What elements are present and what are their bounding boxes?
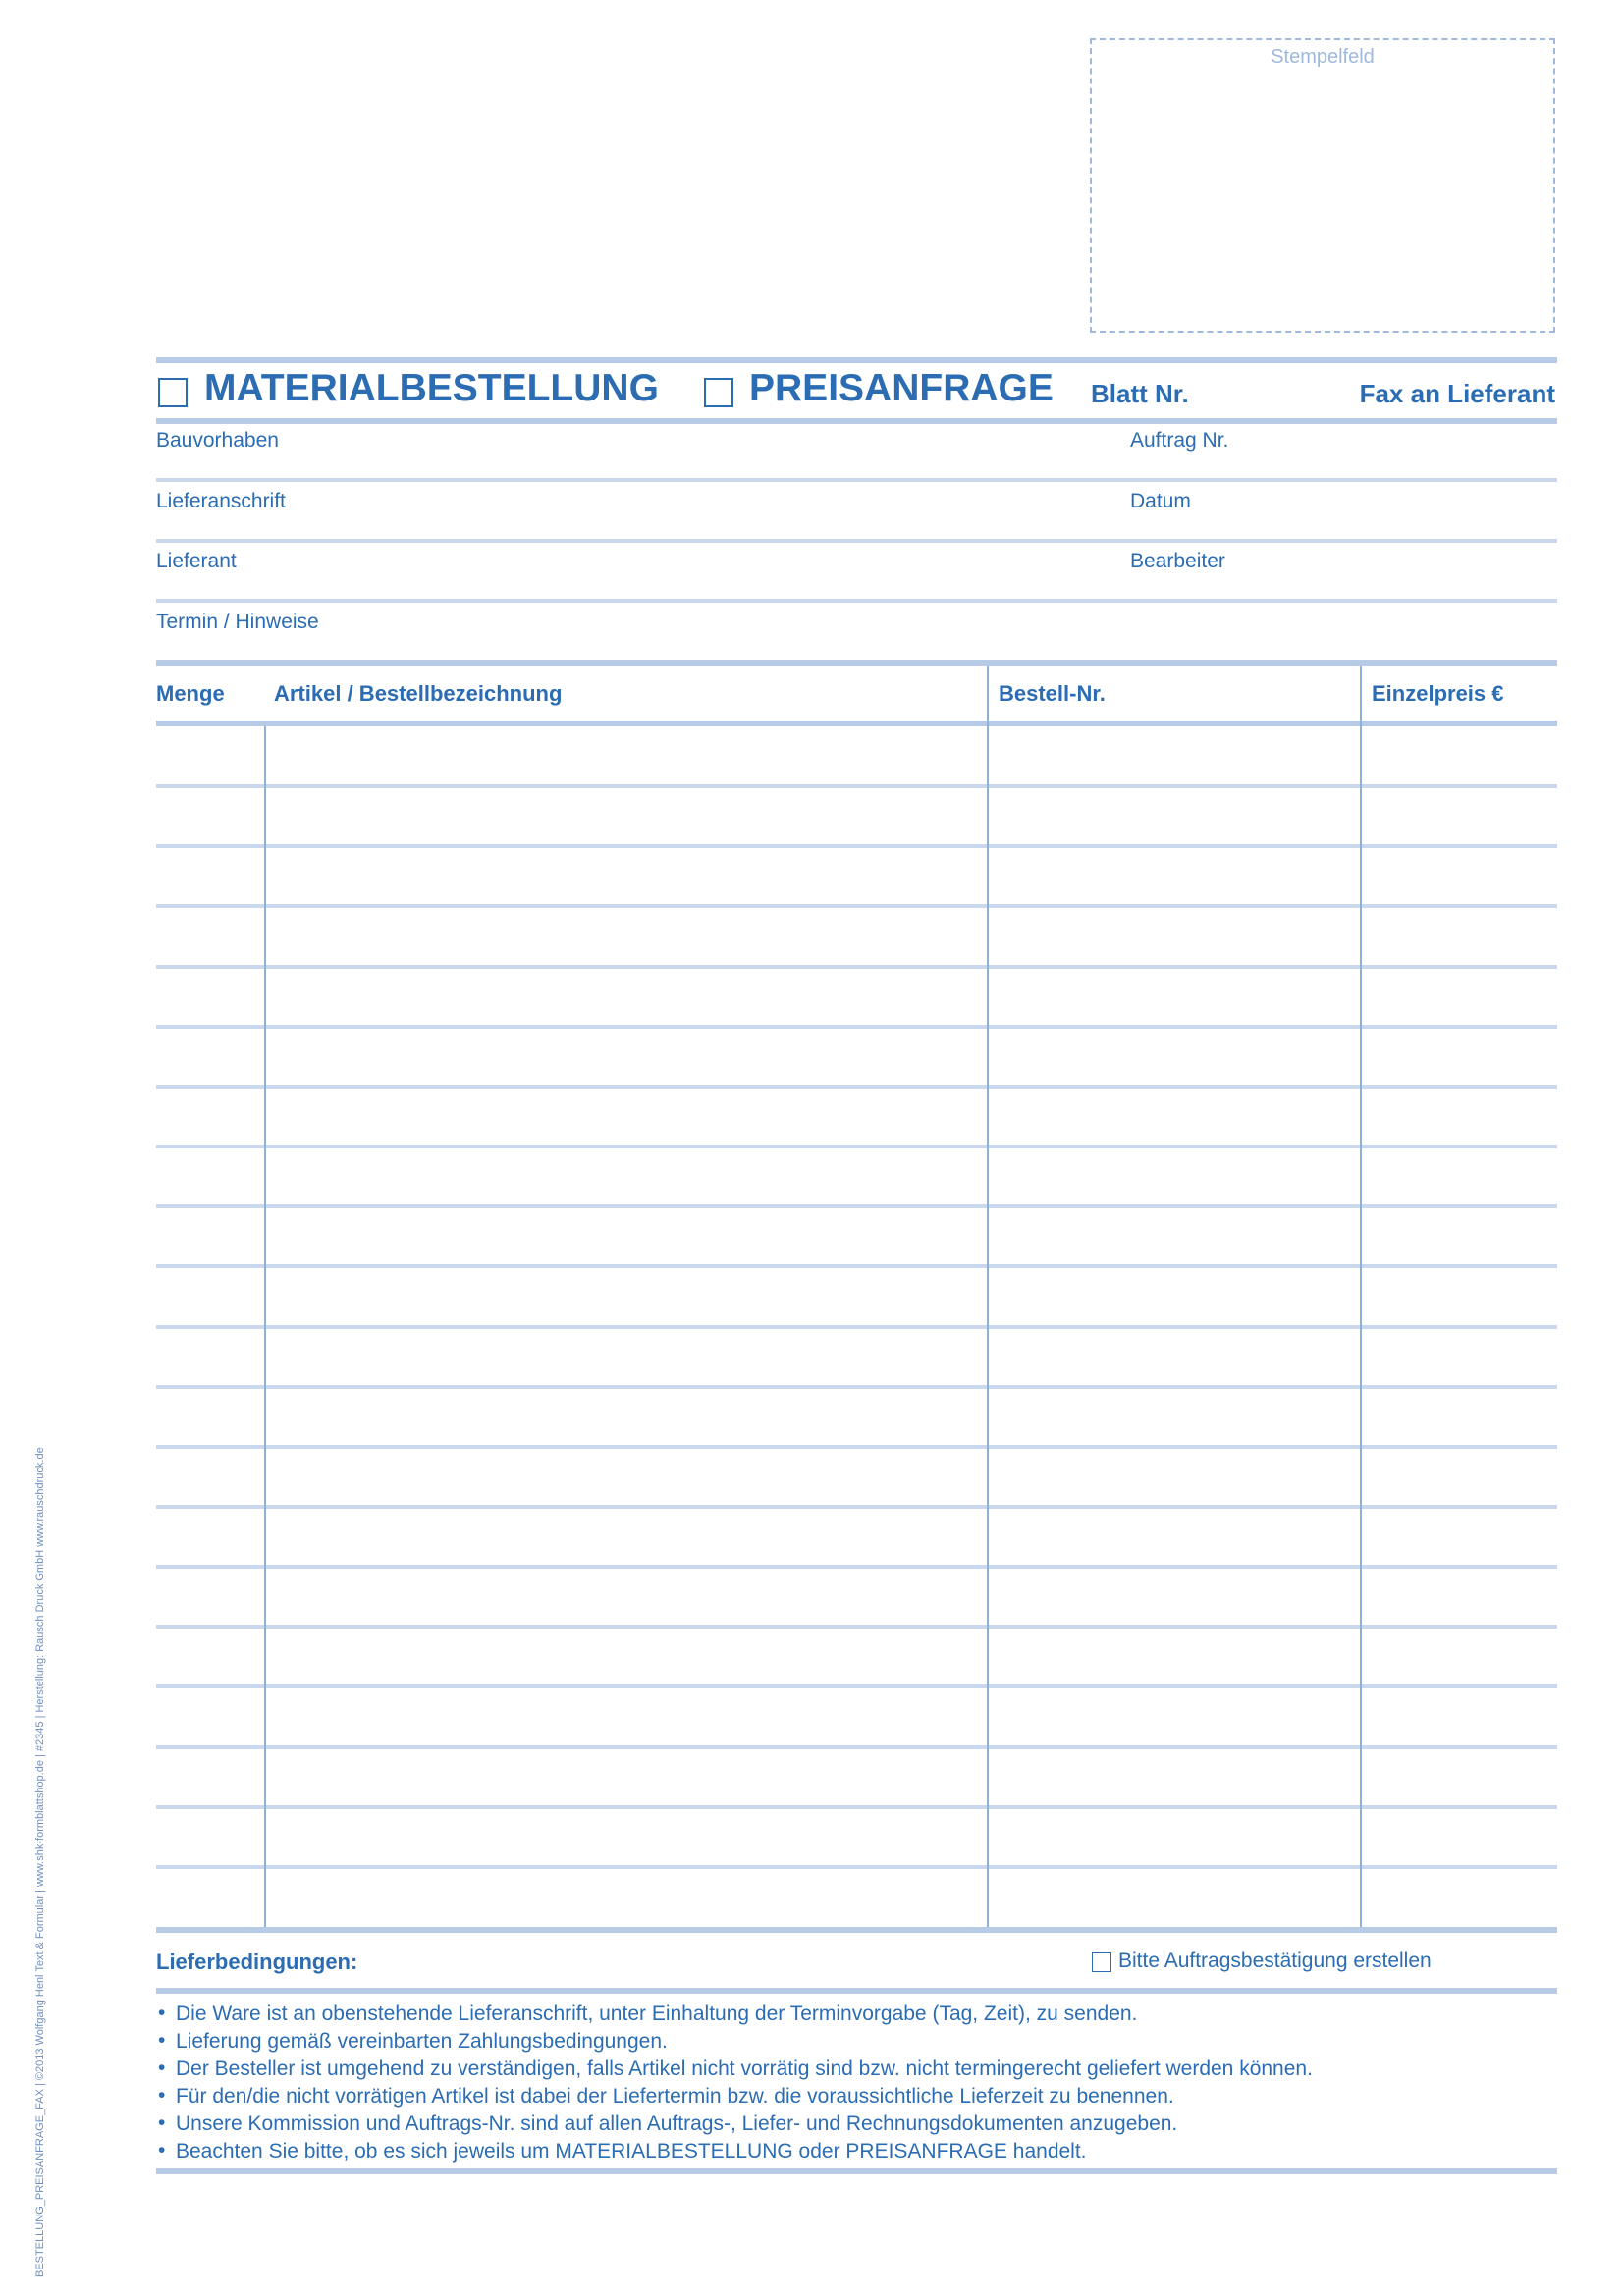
table-row-line[interactable] xyxy=(156,1385,1557,1389)
table-row-line[interactable] xyxy=(156,965,1557,969)
col-head-bestell-nr: Bestell-Nr. xyxy=(999,681,1106,706)
table-row-line[interactable] xyxy=(156,1445,1557,1449)
table-row-line[interactable] xyxy=(156,1505,1557,1509)
material-title: MATERIALBESTELLUNG xyxy=(204,367,659,409)
table-bottom-rule xyxy=(156,1927,1557,1933)
terms-item: • Für den/die nicht vorrätigen Artikel ist dabei der Liefertermin bzw. die voraussichtliche Lieferzeit zu benennen. xyxy=(156,2083,1313,2110)
table-row-line[interactable] xyxy=(156,784,1557,788)
datum-label: Datum xyxy=(1130,490,1191,512)
conditions-rule xyxy=(156,1988,1557,1994)
table-row-line[interactable] xyxy=(156,844,1557,848)
table-row-line[interactable] xyxy=(156,904,1557,908)
table-row-line[interactable] xyxy=(156,1684,1557,1688)
table-row-line[interactable] xyxy=(156,1025,1557,1029)
col-divider-menge xyxy=(264,726,266,1927)
bauvorhaben-label: Bauvorhaben xyxy=(156,429,279,452)
table-header-rule xyxy=(156,721,1557,726)
lieferant-line[interactable] xyxy=(156,599,1557,603)
col-divider-bestell xyxy=(1360,666,1362,1927)
table-row-line[interactable] xyxy=(156,1085,1557,1089)
bauvorhaben-line[interactable] xyxy=(156,478,1557,482)
bearbeiter-label: Bearbeiter xyxy=(1130,550,1225,572)
terms-item: • Die Ware ist an obenstehende Lieferanschrift, unter Einhaltung der Terminvorgabe (Tag, Zeit), zu senden. xyxy=(156,2001,1313,2028)
confirm-checkbox[interactable] xyxy=(1092,1952,1111,1972)
terms-item: • Unsere Kommission und Auftrags-Nr. sind auf allen Auftrags-, Liefer- und Rechnungsdokumenten anzugeben. xyxy=(156,2110,1313,2138)
table-row-line[interactable] xyxy=(156,1745,1557,1749)
side-imprint: BESTELLUNG_PREISANFRAGE_FAX | ©2013 Wolfgang Henl Text & Formular | www.shk-formblattshop.de | #2345 | Herstellung: Rausch Druck GmbH www.rauschdruck.de xyxy=(34,1447,46,2277)
terms-item: • Der Besteller ist umgehend zu verständigen, falls Artikel nicht vorrätig sind bzw. nicht termingerecht geliefert werden können. xyxy=(156,2056,1313,2083)
conditions-label: Lieferbedingungen: xyxy=(156,1949,358,1974)
col-head-menge: Menge xyxy=(156,681,225,706)
terms-list xyxy=(156,2001,1313,2165)
footer-bottom-rule xyxy=(156,2168,1557,2174)
material-checkbox[interactable] xyxy=(158,378,188,407)
terms-item: • Beachten Sie bitte, ob es sich jeweils um MATERIALBESTELLUNG oder PREISANFRAGE handelt. xyxy=(156,2138,1313,2165)
table-row-line[interactable] xyxy=(156,1325,1557,1329)
stamp-field xyxy=(1090,38,1555,333)
preis-checkbox[interactable] xyxy=(704,378,733,407)
table-row-line[interactable] xyxy=(156,1264,1557,1268)
lieferanschrift-line[interactable] xyxy=(156,539,1557,543)
table-row-line[interactable] xyxy=(156,1565,1557,1569)
table-row-line[interactable] xyxy=(156,1625,1557,1629)
blatt-label: Blatt Nr. xyxy=(1091,379,1189,408)
lieferanschrift-label: Lieferanschrift xyxy=(156,490,286,512)
preis-title: PREISANFRAGE xyxy=(749,367,1054,409)
header-bottom-rule xyxy=(156,418,1557,424)
lieferant-label: Lieferant xyxy=(156,550,237,572)
stamp-field-label: Stempelfeld xyxy=(1271,46,1375,68)
table-row-line[interactable] xyxy=(156,1865,1557,1869)
header-top-rule xyxy=(156,357,1557,363)
col-head-einzelpreis: Einzelpreis € xyxy=(1372,681,1504,706)
terms-item: • Lieferung gemäß vereinbarten Zahlungsbedingungen. xyxy=(156,2028,1313,2056)
table-row-line[interactable] xyxy=(156,1204,1557,1208)
confirm-label: Bitte Auftragsbestätigung erstellen xyxy=(1118,1949,1432,1972)
col-head-artikel: Artikel / Bestellbezeichnung xyxy=(274,681,563,706)
table-row-line[interactable] xyxy=(156,1145,1557,1148)
termin-label: Termin / Hinweise xyxy=(156,611,319,633)
auftrag-nr-label: Auftrag Nr. xyxy=(1130,429,1229,452)
col-divider-artikel xyxy=(987,666,989,1927)
table-top-rule xyxy=(156,660,1557,666)
fax-label: Fax an Lieferant xyxy=(1359,379,1555,408)
table-row-line[interactable] xyxy=(156,1805,1557,1809)
